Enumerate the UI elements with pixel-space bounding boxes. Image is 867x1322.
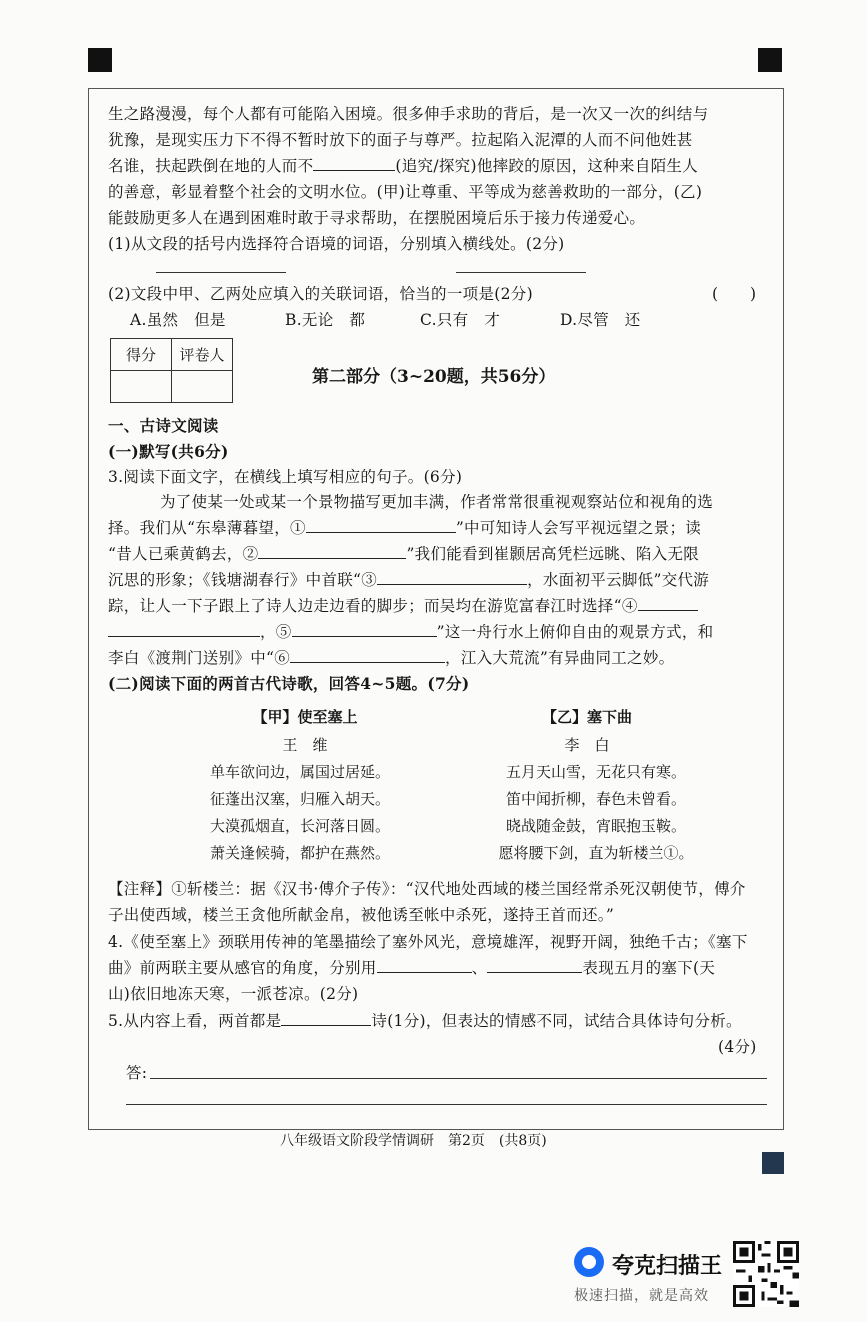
option-a: A.虽然 但是 <box>130 311 226 329</box>
brand-slogan: 极速扫描，就是高效 <box>574 1288 709 1304</box>
fill-blank[interactable] <box>487 958 582 973</box>
poem-a-title: 【甲】使至塞上 <box>252 708 358 726</box>
answer-label: 答: <box>126 1064 148 1082</box>
note-line: 【注释】①斩楼兰：据《汉书·傅介子传》：“汉代地处西域的楼兰国经常杀死汉朝使节，傅介 <box>108 880 746 898</box>
passage-line: 的善意，彰显着整个社会的文明水位。(甲)让尊重、平等成为慈善救助的一部分，(乙) <box>108 183 703 201</box>
option-c: C.只有 才 <box>420 311 501 329</box>
passage-line: 犹豫，是现实压力下不得不暂时放下的面子与尊严。拉起陷入泥潭的人而不问他姓甚 <box>108 131 693 149</box>
q3-line: 为了使某一处或某一个景物描写更加丰满，作者常常很重视观察站位和视角的选 <box>160 493 714 511</box>
fill-blank[interactable] <box>292 622 437 637</box>
question-3-stem: 3.阅读下面文字，在横线上填写相应的句子。(6分) <box>108 468 463 486</box>
fill-blank[interactable] <box>258 544 406 559</box>
grader-header: 评卷人 <box>172 339 233 371</box>
fill-blank[interactable] <box>108 622 260 637</box>
q3-line: 李白《渡荆门送别》中“⑥ ，江入大荒流”有异曲同工之妙。 <box>108 649 675 667</box>
answer-line-2[interactable] <box>126 1104 767 1105</box>
fill-blank[interactable] <box>290 648 445 663</box>
question-4: 曲》前两联主要从感官的角度，分别用 、 表现五月的塞下(天 <box>108 959 716 977</box>
passage-line: 生之路漫漫，每个人都有可能陷入困境。很多伸手求助的背后，是一次又一次的纠结与 <box>108 105 709 123</box>
poem-a-line: 征蓬出汉塞，归雁入胡天。 <box>209 790 390 808</box>
passage-line: 能鼓励更多人在遇到困难时敢于寻求帮助，在摆脱困境后乐于接力传递爱心。 <box>108 209 646 227</box>
option-b: B.无论 都 <box>285 311 366 329</box>
fill-blank[interactable] <box>313 156 395 171</box>
passage-line: 名谁，扶起跌倒在地的人而不 (追究/探究)他摔跤的原因，这种来自陌生人 <box>108 157 699 175</box>
q3-line: ，⑤ ”这一舟行水上俯仰自由的观景方式，和 <box>108 622 713 642</box>
poem-b-line: 晓战随金鼓，宵眠抱玉鞍。 <box>505 817 686 835</box>
answer-paren: ( ) <box>712 285 757 303</box>
question-4: 4.《使至塞上》颈联用传神的笔墨描绘了塞外风光，意境雄浑，视野开阔，独绝千古；《塞下 <box>108 933 748 951</box>
answer-blank-1[interactable] <box>156 272 286 273</box>
poem-a-author: 王 维 <box>282 736 328 754</box>
poem-a-line: 大漠孤烟直，长河落日圆。 <box>209 817 390 835</box>
answer-line-1[interactable] <box>150 1078 767 1079</box>
poem-b-line: 愿将腰下剑，直为斩楼兰①。 <box>498 844 694 862</box>
registration-mark-top-right <box>758 48 782 72</box>
poem-b-line: 五月天山雪，无花只有寒。 <box>505 763 686 781</box>
fill-blank[interactable] <box>306 518 456 533</box>
fill-blank[interactable] <box>377 958 472 973</box>
question-5: 5.从内容上看，两首都是 诗(1分)，但表达的情感不同，试结合具体诗句分析。 <box>108 1012 742 1030</box>
section-heading: 一、古诗文阅读 <box>108 416 219 435</box>
registration-mark-top-left <box>88 48 112 72</box>
registration-mark-bottom-right <box>762 1152 784 1174</box>
subsection-heading: (二)阅读下面的两首古代诗歌，回答4~5题。(7分) <box>108 674 470 693</box>
grade-box <box>110 338 233 403</box>
fill-blank[interactable] <box>281 1011 371 1026</box>
question-2: (2)文段中甲、乙两处应填入的关联词语，恰当的一项是(2分) <box>108 285 533 303</box>
q3-line: 沉思的形象；《钱塘湖春行》中首联“③ ，水面初平云脚低”交代游 <box>108 571 710 589</box>
quark-logo-icon <box>574 1247 604 1277</box>
answer-blank-2[interactable] <box>456 272 586 273</box>
poem-b-author: 李 白 <box>564 736 610 754</box>
question-4: 山)依旧地冻天寒，一派苍凉。(2分) <box>108 985 359 1003</box>
option-d: D.尽管 还 <box>560 311 641 329</box>
fill-blank[interactable] <box>638 596 698 611</box>
score-cell[interactable] <box>111 371 172 403</box>
poem-b-line: 笛中闻折柳，春色未曾看。 <box>505 790 686 808</box>
question-1: (1)从文段的括号内选择符合语境的词语，分别填入横线处。(2分) <box>108 235 565 253</box>
question-5-score: (4分) <box>718 1038 757 1056</box>
note-line: 子出使西域，楼兰王贪他所献金帛，被他诱至帐中杀死，遂持王首而还。” <box>108 906 615 924</box>
page-footer: 八年级语文阶段学情调研 第2页 (共8页) <box>280 1133 547 1149</box>
q3-line: 择。我们从“东皋薄暮望，① ”中可知诗人会写平视远望之景；读 <box>108 519 702 537</box>
score-header: 得分 <box>111 339 172 371</box>
grader-cell[interactable] <box>172 371 233 403</box>
poem-a-line: 单车欲问边，属国过居延。 <box>209 763 390 781</box>
poem-b-title: 【乙】塞下曲 <box>541 708 632 726</box>
brand-name: 夸克扫描王 <box>612 1254 723 1279</box>
part-title: 第二部分（3~20题，共56分） <box>312 367 556 387</box>
poem-a-line: 萧关逢候骑，都护在燕然。 <box>209 844 390 862</box>
qr-code-icon <box>733 1241 799 1307</box>
subsection-heading: (一)默写(共6分) <box>108 442 229 461</box>
q3-line: 踪，让人一下子跟上了诗人边走边看的脚步；而吴均在游览富春江时选择“④ <box>108 596 698 616</box>
q3-line: “昔人已乘黄鹤去，② ”我们能看到崔颢居高凭栏远眺、陷入无限 <box>108 545 700 563</box>
fill-blank[interactable] <box>377 570 527 585</box>
